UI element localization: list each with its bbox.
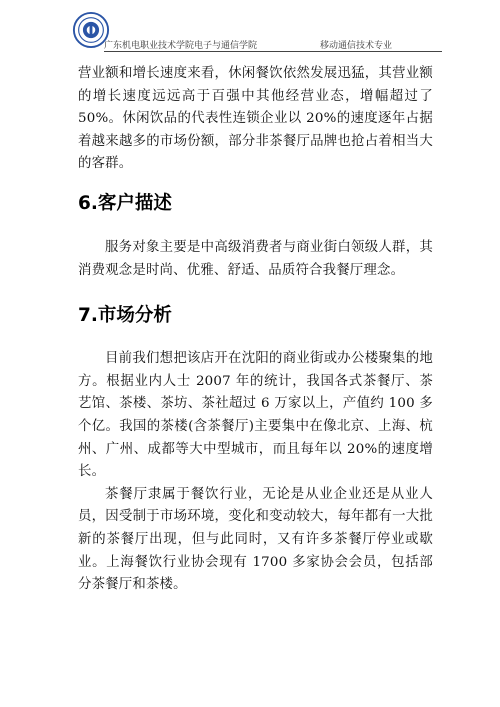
section-7-paragraph-2: 茶餐厅隶属于餐饮行业，无论是从业企业还是从业人员，因受制于市场环境，变化和变动较大，每年都有一大批新的茶餐厅出现，但与此同时，又有许多茶餐厅停业或歇业。上海餐饮行业协会现有 1700 多家协会会员，包括部分茶餐厅和茶楼。 <box>78 486 433 593</box>
section-6-paragraph: 服务对象主要是中高级消费者与商业街白领级人群，其消费观念是时尚、优雅、舒适、品质符合我餐厅理念。 <box>78 239 433 278</box>
section-7-heading: 7.市场分析 <box>78 305 172 327</box>
intro-paragraph: 营业额和增长速度来看，休闲餐饮依然发展迅猛，其营业额的增长速度远远高于百强中其他经营业态，增幅超过了 50%。休闲饮品的代表性连锁企业以 20%的速度逐年占据着越来越多的市场份额，部分非茶餐厅品牌也抢占着相当大的客群。 <box>78 66 433 172</box>
page-header <box>62 10 442 52</box>
section-7-paragraph-1: 目前我们想把该店开在沈阳的商业街或办公楼聚集的地方。根据业内人士 2007 年的统计，我国各式茶餐厅、茶艺馆、茶楼、茶坊、茶社超过 6 万家以上，产值约 100 多个亿。我国的茶楼(含茶餐厅)主要集中在像北京、上海、杭州、广州、成都等大中型城市，而且每年以 20%的速度增长。 <box>78 351 433 480</box>
header-major-name: 移动通信技术专业 <box>320 41 393 51</box>
header-school-name: 广东机电职业技术学院电子与通信学院 <box>104 41 258 51</box>
section-6-heading: 6.客户描述 <box>78 192 172 214</box>
document-body <box>78 63 433 597</box>
header-divider <box>104 51 442 52</box>
